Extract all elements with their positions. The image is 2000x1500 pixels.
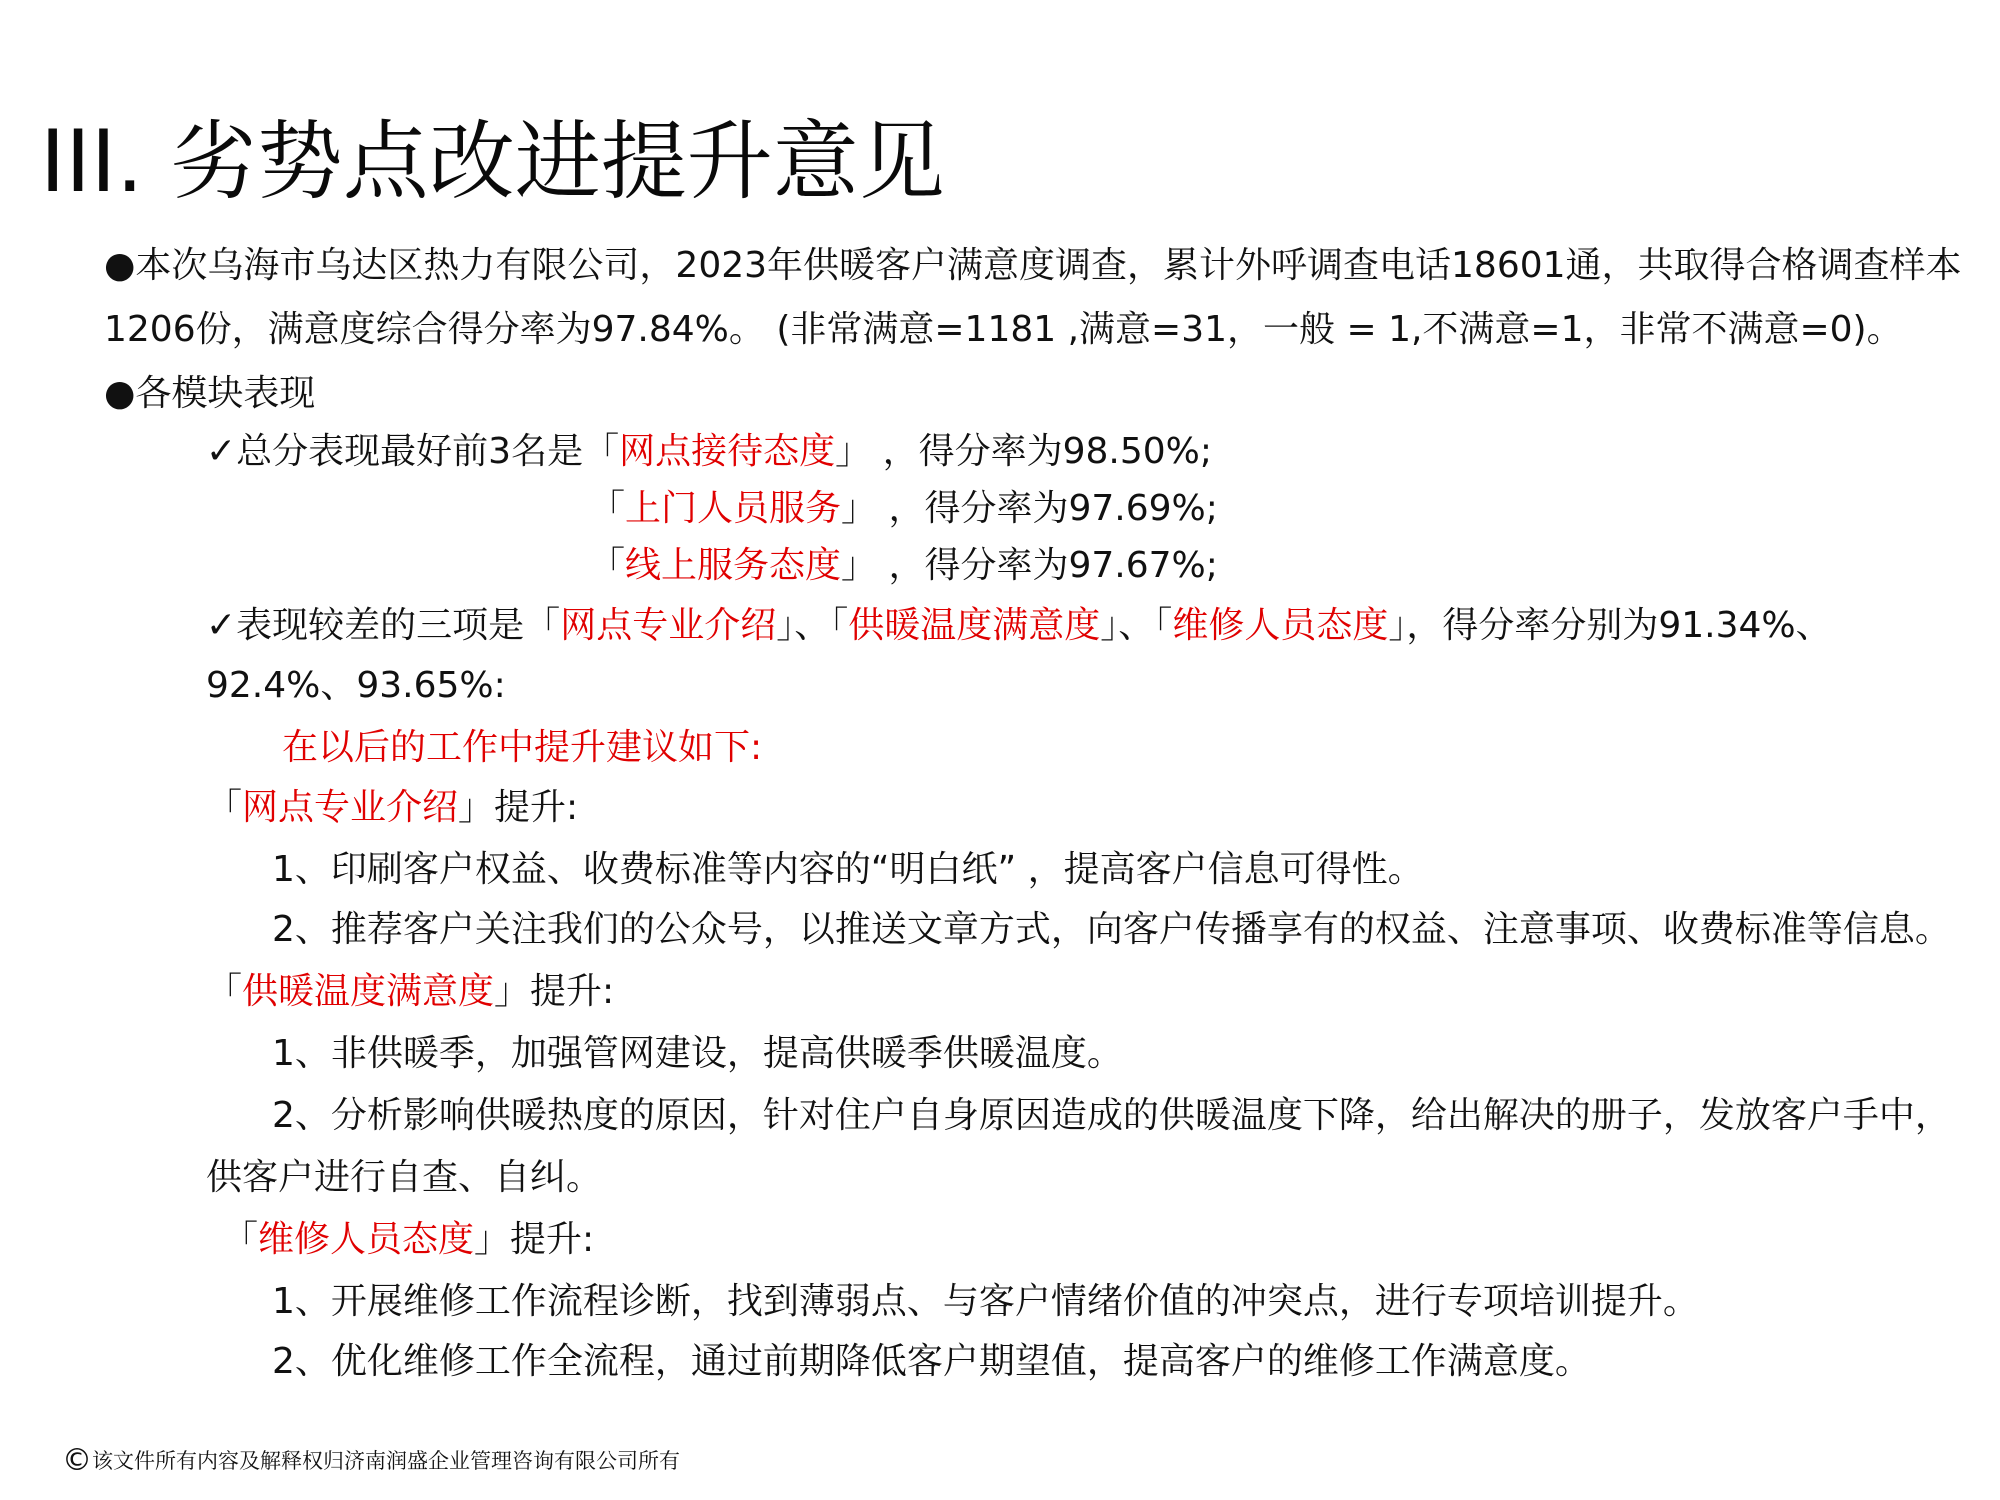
bracket-open: 「	[830, 605, 849, 646]
copyright-text: 该文件所有内容及解释权归济南润盛企业管理咨询有限公司所有	[92, 1449, 680, 1473]
top3-rate-2: ，得分率为97.69%;	[877, 488, 1218, 529]
section-name-1: 网点专业介绍	[242, 787, 459, 828]
top3-rate-1: ，得分率为98.50%;	[871, 431, 1212, 472]
bracket-close: 」	[841, 545, 878, 586]
top3-item-1	[206, 430, 1212, 474]
worst3-name-2: 供暖温度满意度	[848, 605, 1101, 646]
bracket-close: 」	[1388, 605, 1407, 646]
bracket-open: 「	[589, 545, 626, 586]
top3-name-1: 网点接待态度	[619, 431, 836, 472]
bracket-open: 「	[1154, 605, 1173, 646]
modules-heading: ●各模块表现	[104, 373, 316, 414]
bracket-open: 「	[583, 431, 620, 472]
worst3-line-1	[206, 604, 1832, 648]
worst3-line-2: 92.4%、93.65%:	[206, 665, 506, 706]
bracket-open: 「	[206, 787, 243, 828]
section-1-point-2: 2、推荐客户关注我们的公众号，以推送文章方式，向客户传播享有的权益、注意事项、收费标准等信息。	[272, 909, 1951, 950]
intro-line-2: 1206份，满意度综合得分率为97.84%。 (非常满意=1181 ,满意=31，一般 = 1,不满意=1，非常不满意=0)。	[104, 309, 1903, 350]
copyright-icon: ©	[62, 1443, 92, 1478]
bracket-close: 」	[494, 971, 531, 1012]
bracket-close: 」	[1100, 605, 1119, 646]
bracket-open: 「	[589, 488, 626, 529]
section-tail: 提升:	[530, 971, 615, 1012]
section-3-point-2: 2、优化维修工作全流程，通过前期降低客户期望值，提高客户的维修工作满意度。	[272, 1341, 1591, 1382]
intro-line-1: ●本次乌海市乌达区热力有限公司，2023年供暖客户满意度调查，累计外呼调查电话18601通，共取得合格调查样本	[104, 245, 1962, 286]
worst3-name-1: 网点专业介绍	[560, 605, 777, 646]
section-1-point-1: 1、印刷客户权益、收费标准等内容的“明白纸” ，提高客户信息可得性。	[272, 849, 1424, 890]
top3-item-3	[589, 544, 1218, 588]
section-name-3: 维修人员态度	[258, 1219, 475, 1260]
section-heading-2	[206, 970, 614, 1014]
top3-name-2: 上门人员服务	[625, 488, 842, 529]
bracket-close: 」	[458, 787, 495, 828]
section-2-point-1: 1、非供暖季，加强管网建设，提高供暖季供暖温度。	[272, 1033, 1123, 1074]
separator: 、	[794, 605, 831, 646]
copyright-footer	[62, 1443, 680, 1478]
worst3-suffix: ，得分率分别为91.34%、	[1406, 605, 1832, 646]
separator: 、	[1118, 605, 1155, 646]
bracket-open: 「	[206, 971, 243, 1012]
bracket-close: 」	[776, 605, 795, 646]
section-heading-3	[222, 1218, 594, 1262]
bracket-close: 」	[474, 1219, 511, 1260]
bracket-open: 「	[524, 605, 561, 646]
bracket-close: 」	[841, 488, 878, 529]
bracket-close: 」	[835, 431, 872, 472]
worst3-name-3: 维修人员态度	[1172, 605, 1389, 646]
top3-item-2	[589, 487, 1218, 531]
section-tail: 提升:	[494, 787, 579, 828]
top3-name-3: 线上服务态度	[625, 545, 842, 586]
section-2-continuation: 供客户进行自查、自纠。	[206, 1157, 603, 1198]
page-title: III. 劣势点改进提升意见	[40, 112, 945, 212]
bracket-open: 「	[222, 1219, 259, 1260]
section-heading-1	[206, 786, 578, 830]
top3-rate-3: ，得分率为97.67%;	[877, 545, 1218, 586]
worst3-prefix: ✓表现较差的三项是	[206, 605, 525, 646]
top3-prefix: ✓总分表现最好前3名是	[206, 431, 584, 472]
section-name-2: 供暖温度满意度	[242, 971, 495, 1012]
section-3-point-1: 1、开展维修工作流程诊断，找到薄弱点、与客户情绪价值的冲突点，进行专项培训提升。	[272, 1281, 1699, 1322]
advice-heading: 在以后的工作中提升建议如下:	[282, 727, 763, 768]
section-2-point-2: 2、分析影响供暖热度的原因，针对住户自身原因造成的供暖温度下降，给出解决的册子，发放客户手中，	[272, 1095, 1951, 1136]
section-tail: 提升:	[510, 1219, 595, 1260]
